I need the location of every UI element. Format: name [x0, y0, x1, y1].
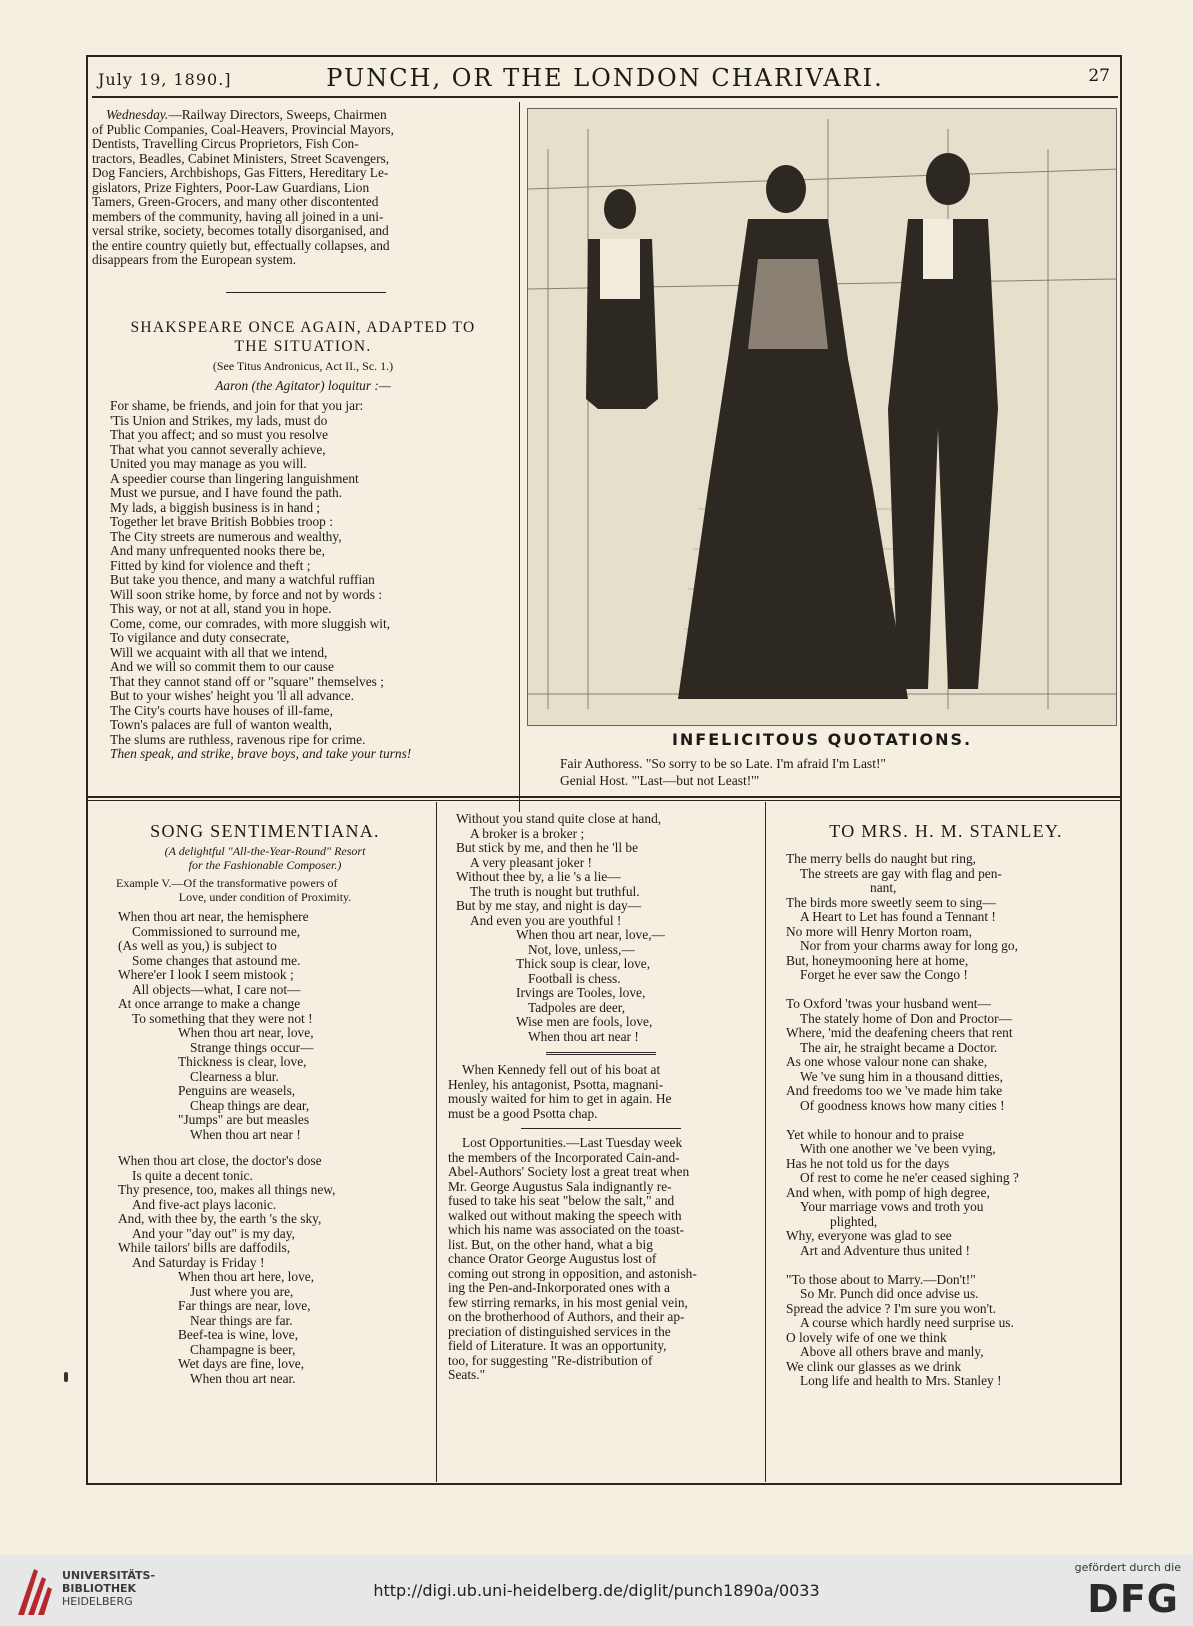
text-line: walked out without making the speech with — [448, 1207, 682, 1223]
text-line: But take you thence, and many a watchful ruffian — [110, 572, 375, 587]
cartoon-drawing — [528, 109, 1117, 726]
text-line: disappears from the European system. — [92, 252, 297, 267]
text-line: When thou art near, the hemisphere — [118, 909, 309, 924]
stanley-title: TO MRS. H. M. STANLEY. — [829, 821, 1063, 841]
text-line: the entire country quietly but, effectually collapses, and — [92, 237, 390, 253]
text-line: Without thee by, a lie 's a lie— — [456, 869, 621, 884]
text-line: Cheap things are dear, — [190, 1097, 310, 1113]
text-line: Near things are far. — [190, 1312, 293, 1328]
shakspeare-last-line: Then speak, and strike, brave boys, and take your turns! — [110, 746, 412, 761]
text-line: No more will Henry Morton roam, — [786, 923, 972, 939]
text-line: The City's courts have houses of ill-fame, — [110, 702, 333, 718]
text-line: When Kennedy fell out of his boat at — [462, 1062, 661, 1077]
text-fragment: —Railway Directors, Sweeps, Chairmen — [168, 107, 387, 122]
song-subtitle-1: (A delightful "All-the-Year-Round" Resort — [164, 844, 366, 858]
horizontal-divider — [88, 796, 1120, 798]
text-line: (As well as you,) is subject to — [118, 938, 277, 953]
text-line: Commissioned to surround me, — [132, 923, 301, 939]
text-line: Dentists, Travelling Circus Proprietors, Fish Con- — [92, 136, 359, 151]
text-line: And even you are youthful ! — [470, 912, 622, 928]
text-line: preciation of distinguished services in the — [448, 1323, 671, 1339]
shakspeare-section — [92, 318, 514, 762]
cartoon-caption-1: Fair Authoress. "So sorry to be so Late. I'm afraid I'm Last!" — [560, 756, 886, 771]
text-line: That they cannot stand off or "square" themselves ; — [110, 673, 384, 689]
text-line: While tailors' bills are daffodils, — [118, 1240, 291, 1255]
column-divider-left — [436, 802, 437, 1482]
text-line: chance Orator George Augustus lost of — [448, 1251, 657, 1266]
shakspeare-speaker: Aaron (the Agitator) loquitur :— — [215, 377, 391, 393]
text-line: A very pleasant joker ! — [470, 854, 592, 870]
text-line: A Heart to Let has found a Tennant ! — [800, 909, 996, 924]
publication-title: PUNCH, OR THE LONDON CHARIVARI. — [326, 64, 884, 92]
text-line: That what you cannot severally achieve, — [110, 441, 326, 457]
text-line: Some changes that astound me. — [132, 952, 301, 968]
song-example-1: Example V.—Of the transformative powers of — [116, 876, 338, 890]
text-line: When thou art near, love, — [178, 1025, 314, 1040]
text-line: Is quite a decent tonic. — [132, 1167, 253, 1183]
text-line: Will we acquaint with all that we intend, — [110, 644, 328, 660]
text-line: field of Literature. It was an opportunity, — [448, 1338, 667, 1353]
text-line: And, with thee by, the earth 's the sky, — [118, 1211, 322, 1226]
lost-opportunities-paragraph — [448, 1136, 754, 1383]
text-line: To Oxford 'twas your husband went— — [786, 996, 991, 1011]
text-line: Without you stand quite close at hand, — [456, 811, 662, 826]
text-line — [92, 108, 514, 123]
text-line: The truth is nought but truthful. — [470, 883, 640, 899]
text-line: Lost Opportunities.—Last Tuesday week — [462, 1135, 683, 1150]
text-line: plighted, — [830, 1213, 878, 1229]
text-line: Of goodness knows how many cities ! — [800, 1097, 1005, 1113]
song-subtitle-2: for the Fashionable Composer.) — [188, 857, 342, 872]
stanley-verse — [778, 852, 1114, 1389]
margin-mark — [64, 1372, 68, 1382]
source-url-link[interactable]: http://digi.ub.uni-heidelberg.de/diglit/punch1890a/0033 — [373, 1581, 820, 1600]
text-line: Come, come, our comrades, with more sluggish wit, — [110, 615, 391, 631]
text-line: A speedier course than lingering languishment — [110, 470, 359, 486]
text-line: Thick soup is clear, love, — [516, 956, 651, 971]
text-line: Thy presence, too, makes all things new, — [118, 1182, 336, 1197]
text-line: Wise men are fools, love, — [516, 1014, 653, 1029]
text-line: When thou art close, the doctor's dose — [118, 1153, 322, 1168]
text-line: The City streets are numerous and wealthy, — [110, 528, 342, 544]
text-line: Dog Fanciers, Archbishops, Gas Fitters, Hereditary Le- — [92, 165, 389, 180]
text-line: This way, or not at all, stand you in hope. — [110, 601, 332, 616]
dfg-logo: DFG — [1087, 1577, 1179, 1621]
text-line: "Jumps" are but measles — [178, 1112, 310, 1127]
text-line: "To those about to Marry.—Don't!" — [786, 1271, 976, 1287]
text-line — [786, 983, 1114, 998]
text-line: But by me stay, and night is day— — [456, 898, 642, 913]
text-line: Why, everyone was glad to see — [786, 1228, 952, 1243]
text-line: For shame, be friends, and join for that you jar: — [110, 398, 364, 413]
kennedy-paragraph — [448, 1063, 754, 1121]
text-line: Football is chess. — [528, 970, 621, 986]
cartoon-illustration — [527, 108, 1117, 726]
text-line: The merry bells do naught but ring, — [786, 851, 977, 866]
text-line: The slums are ruthless, ravenous ripe for crime. — [110, 731, 366, 747]
text-line: 'Tis Union and Strikes, my lads, must do — [110, 412, 328, 428]
text-line: And when, with pomp of high degree, — [786, 1184, 990, 1200]
text-line: And freedoms too we 've made him take — [786, 1083, 1003, 1098]
wednesday-lead: Wednesday. — [106, 107, 169, 122]
issue-date: July 19, 1890.] — [98, 70, 232, 89]
text-line: Mr. George Augustus Sala indignantly re- — [448, 1178, 672, 1194]
song-stanza-3 — [448, 812, 754, 1044]
text-line: A broker is a broker ; — [470, 825, 585, 841]
text-line: ing the Pen-and-Inkorporated ones with a — [448, 1280, 670, 1295]
text-line: And five-act plays laconic. — [132, 1196, 277, 1212]
text-line: When thou art here, love, — [178, 1269, 315, 1284]
text-line: The air, he straight became a Doctor. — [800, 1039, 998, 1055]
shakspeare-reference: (See Titus Andronicus, Act II., Sc. 1.) — [212, 359, 394, 373]
text-line: nant, — [870, 880, 897, 895]
text-line: Champagne is beer, — [190, 1341, 296, 1357]
song-stanza-2 — [100, 1154, 430, 1386]
shakspeare-title-1: SHAKSPEARE ONCE AGAIN, ADAPTED TO — [130, 319, 476, 336]
text-line: Strange things occur— — [190, 1039, 314, 1055]
text-line: Tamers, Green-Grocers, and many other discontented — [92, 194, 379, 209]
text-line: Town's palaces are full of wanton wealth, — [110, 717, 332, 732]
text-line: The birds more sweetly seem to sing— — [786, 894, 996, 910]
text-line: O lovely wife of one we think — [786, 1329, 947, 1345]
wednesday-lines — [92, 108, 514, 268]
text-line: Thickness is clear, love, — [178, 1054, 307, 1069]
text-line: Far things are near, love, — [178, 1298, 311, 1313]
song-example-2: Love, under condition of Proximity. — [178, 889, 352, 904]
text-line: Clearness a blur. — [190, 1068, 279, 1084]
wednesday-paragraph — [92, 108, 514, 268]
text-line: Long life and health to Mrs. Stanley ! — [800, 1373, 1002, 1388]
text-line: When thou art near, love,— — [516, 927, 665, 942]
text-line: Above all others brave and manly, — [800, 1344, 984, 1359]
text-line: Penguins are weasels, — [178, 1083, 296, 1098]
middle-section — [448, 812, 754, 1383]
text-line: Forget he ever saw the Congo ! — [800, 967, 968, 982]
text-line: We 've sung him in a thousand ditties, — [800, 1068, 1003, 1084]
text-line: At once arrange to make a change — [118, 996, 301, 1011]
text-line: Together let brave British Bobbies troop : — [110, 514, 333, 529]
horizontal-divider-thin — [88, 800, 1120, 801]
text-line: Beef-tea is wine, love, — [178, 1327, 299, 1342]
text-line: the members of the Incorporated Cain-and- — [448, 1149, 680, 1165]
text-line: When thou art near ! — [190, 1126, 301, 1142]
text-line: gislators, Prize Fighters, Poor-Law Guardians, Lion — [92, 179, 370, 195]
shakspeare-verse — [92, 399, 514, 747]
text-line: Tadpoles are deer, — [528, 999, 626, 1015]
running-header — [92, 60, 1118, 98]
text-line: Where'er I look I seem mistook ; — [118, 967, 294, 982]
text-line: With one another we 've been vying, — [800, 1141, 996, 1156]
text-line: But to your wishes' height you 'll all advance. — [110, 688, 354, 703]
library-name-2: BIBLIOTHEK — [62, 1582, 137, 1595]
column-divider-right — [765, 802, 766, 1482]
sponsor-text: gefördert durch die — [1074, 1561, 1181, 1574]
song-stanza-1 — [100, 910, 430, 1142]
shakspeare-title-2: THE SITUATION. — [234, 338, 372, 355]
text-line: To vigilance and duty consecrate, — [110, 630, 290, 645]
text-line — [786, 1258, 1114, 1273]
page-number: 27 — [1088, 66, 1110, 86]
text-line: So Mr. Punch did once advise us. — [800, 1286, 979, 1301]
text-line: list. But, on the other hand, what a big — [448, 1236, 653, 1252]
text-line: Wet days are fine, love, — [178, 1356, 305, 1371]
text-line: fused to take his seat "below the salt," and — [448, 1193, 675, 1208]
text-line: That you affect; and so must you resolve — [110, 427, 329, 442]
text-line: The stately home of Don and Proctor— — [800, 1010, 1012, 1026]
text-line: Fitted by kind for violence and theft ; — [110, 557, 311, 573]
text-line: Has he not told us for the days — [786, 1155, 950, 1171]
text-line: When thou art near. — [190, 1370, 296, 1386]
text-line: Seats." — [448, 1367, 486, 1382]
text-line: Where, 'mid the deafening cheers that rent — [786, 1025, 1013, 1040]
text-line: mously waited for him to get in again. He — [448, 1091, 672, 1106]
library-footer — [0, 1555, 1193, 1626]
double-rule — [546, 1052, 656, 1055]
text-line: But stick by me, and then he 'll be — [456, 840, 639, 855]
library-name-1: UNIVERSITÄTS- — [62, 1569, 156, 1582]
top-column-divider — [519, 102, 520, 812]
text-line: A course which hardly need surprise us. — [800, 1315, 1014, 1330]
text-line: Art and Adventure thus united ! — [800, 1242, 970, 1258]
text-line: of Public Companies, Coal-Heavers, Provincial Mayors, — [92, 121, 394, 137]
song-title: SONG SENTIMENTIANA. — [150, 821, 380, 841]
text-line: tractors, Beadles, Cabinet Ministers, Street Scavengers, — [92, 150, 390, 166]
text-line: Henley, his antagonist, Psotta, magnani- — [448, 1076, 664, 1092]
text-line: And we will so commit them to our cause — [110, 659, 334, 674]
text-line: too, for suggesting "Re-distribution of — [448, 1352, 653, 1368]
text-line: Not, love, unless,— — [528, 941, 635, 957]
text-line: Abel-Authors' Society lost a great treat when — [448, 1164, 690, 1179]
cartoon-title: INFELICITOUS QUOTATIONS. — [671, 730, 973, 749]
text-line: Will soon strike home, by force and not by words : — [110, 586, 383, 602]
section-rule — [226, 292, 386, 293]
text-line: must be a good Psotta chap. — [448, 1105, 598, 1121]
text-line: When thou art near ! — [528, 1028, 639, 1044]
text-line: United you may manage as you will. — [110, 456, 307, 471]
text-line: And your "day out" is my day, — [132, 1225, 295, 1241]
song-section — [100, 820, 430, 1386]
text-line: which his name was associated on the toast- — [448, 1222, 685, 1237]
text-line: All objects—what, I care not— — [132, 981, 301, 997]
library-name-3: HEIDELBERG — [62, 1595, 133, 1608]
text-line: Of rest to come he ne'er ceased sighing ? — [800, 1170, 1019, 1185]
text-line: Spread the advice ? I'm sure you won't. — [786, 1300, 997, 1316]
text-line: versal strike, society, becomes totally disorganised, and — [92, 223, 389, 238]
text-line: coming out strong in opposition, and astonish- — [448, 1265, 697, 1281]
section-rule-middle — [521, 1128, 681, 1129]
text-line: on the brotherhood of Authors, and their ap- — [448, 1309, 685, 1324]
text-line: As one whose valour none can shake, — [786, 1054, 988, 1069]
text-line: But, honeymooning here at home, — [786, 952, 969, 968]
stanley-section — [778, 820, 1114, 1389]
text-line: Just where you are, — [190, 1283, 294, 1299]
text-line: Must we pursue, and I have found the path. — [110, 485, 343, 500]
text-line: Your marriage vows and troth you — [800, 1199, 984, 1214]
text-line: members of the community, having all joined in a uni- — [92, 208, 384, 224]
text-line: My lads, a biggish business is in hand ; — [110, 499, 321, 515]
text-line — [786, 1113, 1114, 1128]
text-line: Nor from your charms away for long go, — [800, 938, 1018, 953]
text-line: We clink our glasses as we drink — [786, 1358, 962, 1374]
text-line: Irvings are Tooles, love, — [516, 985, 646, 1000]
text-line: And Saturday is Friday ! — [132, 1254, 265, 1270]
text-line: few stirring remarks, in his most genial vein, — [448, 1294, 688, 1310]
text-line: The streets are gay with flag and pen- — [800, 865, 1002, 881]
cartoon-caption-2: Genial Host. "'Last—but not Least!'" — [560, 773, 760, 788]
text-line: To something that they were not ! — [132, 1010, 313, 1026]
text-line: Yet while to honour and to praise — [786, 1126, 964, 1142]
text-line: And many unfrequented nooks there be, — [110, 543, 325, 558]
